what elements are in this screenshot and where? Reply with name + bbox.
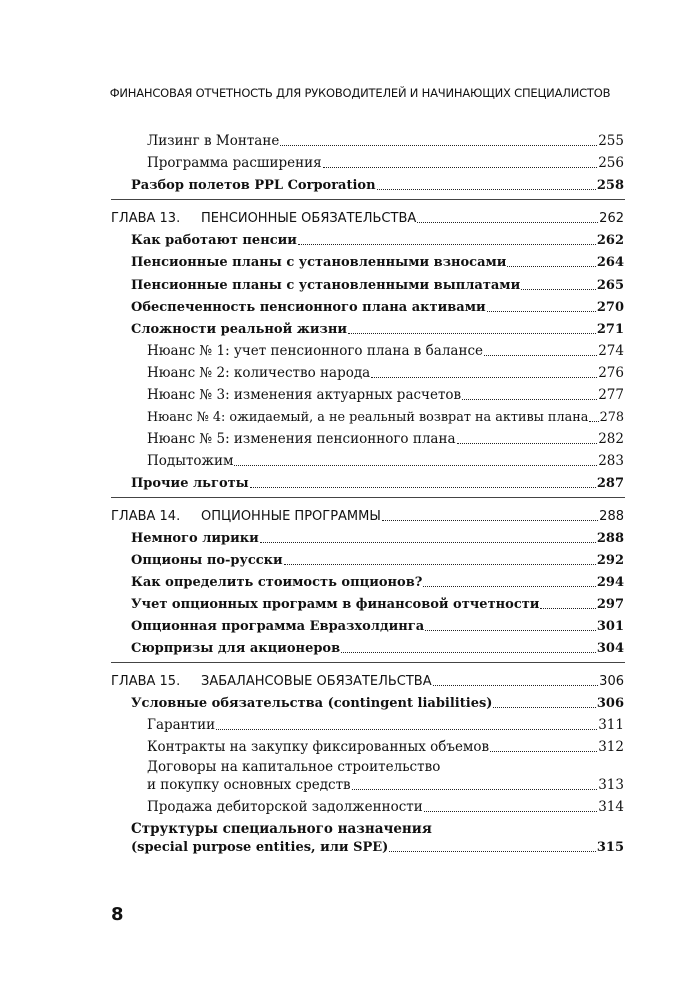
toc-entry[interactable]: Обеспеченность пенсионного плана активами 270: [131, 300, 624, 315]
toc-entry[interactable]: Учет опционных программ в финансовой отчетности 297: [131, 597, 624, 612]
running-header: ФИНАНСОВАЯ ОТЧЕТНОСТЬ ДЛЯ РУКОВОДИТЕЛЕЙ И НАЧИНАЮЩИХ СПЕЦИАЛИСТОВ: [109, 86, 611, 100]
toc-entry-first-line: Договоры на капитальное строительство: [147, 759, 441, 775]
toc-entry[interactable]: Условные обязательства (contingent liabilities) 306: [131, 696, 624, 711]
toc-entry[interactable]: Прочие льготы 287: [131, 476, 624, 491]
chapter-entry[interactable]: ГЛАВА 15. ЗАБАЛАНСОВЫЕ ОБЯЗАТЕЛЬСТВА 306: [111, 674, 624, 689]
toc-entry[interactable]: Нюанс № 1: учет пенсионного плана в балансе 274: [147, 343, 624, 359]
section-divider: [111, 662, 625, 663]
toc-entry[interactable]: Продажа дебиторской задолженности 314: [147, 799, 624, 815]
toc-entry[interactable]: Сюрпризы для акционеров 304: [131, 641, 624, 656]
chapter-entry[interactable]: ГЛАВА 14. ОПЦИОННЫЕ ПРОГРАММЫ 288: [111, 509, 624, 524]
toc-entry-first-line: Структуры специального назначения: [131, 821, 432, 837]
page-number: 8: [111, 904, 124, 925]
chapter-entry[interactable]: ГЛАВА 13. ПЕНСИОННЫЕ ОБЯЗАТЕЛЬСТВА 262: [111, 211, 624, 226]
toc-entry[interactable]: Контракты на закупку фиксированных объемов 312: [147, 739, 624, 755]
toc-entry[interactable]: Разбор полетов PPL Corporation 258: [131, 178, 624, 193]
toc-entry[interactable]: (special purpose entities, или SPE) 315: [131, 840, 624, 855]
toc-entry[interactable]: Подытожим 283: [147, 453, 624, 469]
toc-entry[interactable]: Как работают пенсии 262: [131, 233, 624, 248]
toc-entry[interactable]: Пенсионные планы с установленными взносами 264: [131, 255, 624, 270]
toc-entry[interactable]: Нюанс № 4: ожидаемый, а не реальный возврат на активы плана 278: [147, 410, 624, 425]
toc-entry[interactable]: Опционы по-русски 292: [131, 553, 624, 568]
section-divider: [111, 199, 625, 200]
section-divider: [111, 497, 625, 498]
toc-entry[interactable]: Лизинг в Монтане 255: [147, 133, 624, 149]
toc-entry[interactable]: Нюанс № 2: количество народа 276: [147, 365, 624, 381]
toc-entry[interactable]: Нюанс № 5: изменения пенсионного плана 282: [147, 431, 624, 447]
toc-entry[interactable]: Как определить стоимость опционов? 294: [131, 575, 624, 590]
toc-entry[interactable]: Пенсионные планы с установленными выплатами 265: [131, 278, 624, 293]
toc-entry[interactable]: и покупку основных средств 313: [147, 777, 624, 793]
toc-entry[interactable]: Опционная программа Евразхолдинга 301: [131, 619, 624, 634]
toc-entry[interactable]: Гарантии 311: [147, 717, 624, 733]
toc-entry[interactable]: Нюанс № 3: изменения актуарных расчетов 277: [147, 387, 624, 403]
toc-entry[interactable]: Немного лирики 288: [131, 531, 624, 546]
toc-entry[interactable]: Сложности реальной жизни 271: [131, 322, 624, 337]
toc-entry[interactable]: Программа расширения 256: [147, 155, 624, 171]
